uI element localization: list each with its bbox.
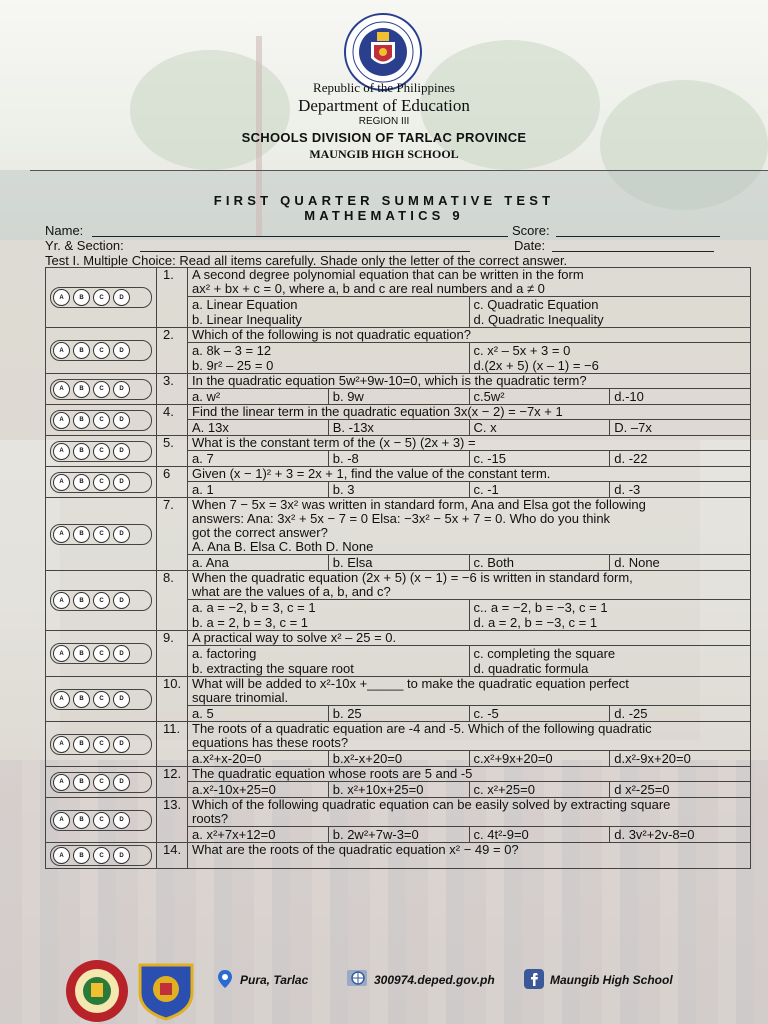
question-text xyxy=(188,436,751,451)
answer-option: c. x²+25=0 xyxy=(469,782,610,797)
question-text-line: What will be added to x²-10x +_____ to make the quadratic equation perfect xyxy=(192,676,629,691)
answer-bubble-b[interactable]: B xyxy=(73,289,90,306)
answer-bubble-c[interactable]: C xyxy=(93,381,110,398)
answer-bubble-d[interactable]: D xyxy=(113,847,130,864)
answer-bubble-c[interactable]: C xyxy=(93,736,110,753)
answer-bubbles xyxy=(46,677,157,722)
subject-title: MATHEMATICS 9 xyxy=(304,208,464,223)
answer-option: d.(2x + 5) (x – 1) = −6 xyxy=(469,358,751,373)
answer-option: b. Elsa xyxy=(328,555,469,570)
answer-option: d. 3v²+2v-8=0 xyxy=(609,827,750,842)
answer-bubble-c[interactable]: C xyxy=(93,847,110,864)
answer-option: b. 2w²+7w-3=0 xyxy=(328,827,469,842)
answer-bubble-d[interactable]: D xyxy=(113,342,130,359)
answer-option: c. -15 xyxy=(469,451,610,466)
question-text xyxy=(188,631,751,646)
answer-bubble-b[interactable]: B xyxy=(73,342,90,359)
question-text xyxy=(188,798,751,827)
answer-bubble-c[interactable]: C xyxy=(93,342,110,359)
score-field[interactable] xyxy=(556,236,720,237)
question-options xyxy=(188,451,751,467)
answer-option: D. –7x xyxy=(609,420,750,435)
question-text-line: The roots of a quadratic equation are -4 and -5. Which of the following quadratic xyxy=(192,721,652,736)
answer-bubbles xyxy=(46,498,157,571)
answer-bubble-d[interactable]: D xyxy=(113,289,130,306)
question-text-line: When 7 − 5x = 3x² was written in standard form, Ana and Elsa got the following xyxy=(192,497,646,512)
question-number: 2. xyxy=(157,328,188,374)
question-row xyxy=(46,798,751,827)
location-pin-icon xyxy=(215,969,235,989)
date-field[interactable] xyxy=(552,251,714,252)
answer-bubble-c[interactable]: C xyxy=(93,691,110,708)
answer-bubbles xyxy=(46,467,157,498)
answer-bubble-d[interactable]: D xyxy=(113,443,130,460)
answer-bubble-b[interactable]: B xyxy=(73,691,90,708)
school-line: MAUNGIB HIGH SCHOOL xyxy=(309,147,459,161)
name-label: Name: xyxy=(45,223,84,238)
answer-option: a. 8k – 3 = 12 xyxy=(192,343,272,358)
question-number: 8. xyxy=(157,571,188,631)
question-text-line: A practical way to solve x² – 25 = 0. xyxy=(192,630,397,645)
question-text xyxy=(188,405,751,420)
question-options xyxy=(188,646,751,677)
answer-option: a. w² xyxy=(192,389,221,404)
question-number: 12. xyxy=(157,767,188,798)
answer-option: b. a = 2, b = 3, c = 1 xyxy=(192,615,308,630)
answer-option: d. quadratic formula xyxy=(469,661,751,676)
answer-option: a.x²+x-20=0 xyxy=(192,751,262,766)
answer-bubbles xyxy=(46,436,157,467)
answer-bubble-a[interactable]: A xyxy=(53,736,70,753)
answer-bubbles xyxy=(46,268,157,328)
question-number: 1. xyxy=(157,268,188,328)
answer-bubble-b[interactable]: B xyxy=(73,592,90,609)
section-field[interactable] xyxy=(140,251,470,252)
question-text-line: equations has these roots? xyxy=(192,735,349,750)
answer-option: d x²-25=0 xyxy=(609,782,750,797)
question-text-line: A second degree polynomial equation that can be written in the form xyxy=(192,267,584,282)
questions-table xyxy=(45,267,751,869)
section-label: Yr. & Section: xyxy=(45,238,124,253)
question-text-line: what are the values of a, b, and c? xyxy=(192,584,391,599)
question-text-line: When the quadratic equation (2x + 5) (x − 1) = −6 is written in standard form, xyxy=(192,570,633,585)
question-options xyxy=(188,343,751,374)
answer-bubbles xyxy=(46,767,157,798)
answer-bubble-d[interactable]: D xyxy=(113,691,130,708)
answer-option: b. x²+10x+25=0 xyxy=(328,782,469,797)
answer-bubble-b[interactable]: B xyxy=(73,526,90,543)
answer-bubble-a[interactable]: A xyxy=(53,592,70,609)
name-field[interactable] xyxy=(92,236,508,237)
answer-bubble-a[interactable]: A xyxy=(53,645,70,662)
answer-bubbles xyxy=(46,798,157,843)
question-text xyxy=(188,677,751,706)
question-text xyxy=(188,767,751,782)
answer-option: a. x²+7x+12=0 xyxy=(192,827,276,842)
answer-bubble-c[interactable]: C xyxy=(93,526,110,543)
question-text xyxy=(188,843,751,869)
answer-option: d. a = 2, b = −3, c = 1 xyxy=(469,615,751,630)
answer-bubble-b[interactable]: B xyxy=(73,774,90,791)
answer-option: b. 3 xyxy=(328,482,469,497)
question-options xyxy=(188,482,751,498)
question-options xyxy=(188,751,751,767)
answer-bubble-a[interactable]: A xyxy=(53,847,70,864)
question-number: 4. xyxy=(157,405,188,436)
answer-bubble-b[interactable]: B xyxy=(73,381,90,398)
question-row xyxy=(46,571,751,600)
question-options xyxy=(188,389,751,405)
facebook-icon xyxy=(524,969,544,989)
answer-bubble-c[interactable]: C xyxy=(93,812,110,829)
question-text-line: ax² + bx + c = 0, where a, b and c are real numbers and a ≠ 0 xyxy=(192,281,545,296)
answer-bubble-c[interactable]: C xyxy=(93,592,110,609)
question-text-line: Which of the following is not quadratic equation? xyxy=(192,327,471,342)
answer-bubble-c[interactable]: C xyxy=(93,289,110,306)
answer-option: d.x²-9x+20=0 xyxy=(609,751,750,766)
answer-bubbles xyxy=(46,631,157,677)
question-text xyxy=(188,374,751,389)
answer-bubble-a[interactable]: A xyxy=(53,691,70,708)
question-text-line: In the quadratic equation 5w²+9w-10=0, which is the quadratic term? xyxy=(192,373,587,388)
answer-option: c.5w² xyxy=(469,389,610,404)
question-text xyxy=(188,328,751,343)
test-title: FIRST QUARTER SUMMATIVE TEST xyxy=(213,193,555,208)
answer-bubble-d[interactable]: D xyxy=(113,736,130,753)
question-options xyxy=(188,297,751,328)
answer-bubble-b[interactable]: B xyxy=(73,645,90,662)
answer-option: d. -22 xyxy=(609,451,750,466)
answer-option: c.x²+9x+20=0 xyxy=(469,751,610,766)
answer-option: C. x xyxy=(469,420,610,435)
question-text-line: got the correct answer? xyxy=(192,525,328,540)
footer-location: Pura, Tarlac xyxy=(240,973,309,987)
question-text xyxy=(188,268,751,297)
answer-option: a. 5 xyxy=(192,706,214,721)
answer-option: b. 9r² – 25 = 0 xyxy=(192,358,274,373)
answer-bubbles xyxy=(46,722,157,767)
answer-bubble-c[interactable]: C xyxy=(93,774,110,791)
answer-bubble-d[interactable]: D xyxy=(113,774,130,791)
website-globe-icon xyxy=(346,967,370,991)
question-number: 14. xyxy=(157,843,188,869)
question-number: 11. xyxy=(157,722,188,767)
question-text-line: roots? xyxy=(192,811,229,826)
answer-option: c. Quadratic Equation xyxy=(469,297,751,312)
answer-option: a. a = −2, b = 3, c = 1 xyxy=(192,600,316,615)
answer-bubble-a[interactable]: A xyxy=(53,342,70,359)
answer-option: c. -5 xyxy=(469,706,610,721)
question-row xyxy=(46,767,751,782)
question-row xyxy=(46,631,751,646)
answer-bubbles xyxy=(46,405,157,436)
question-number: 3. xyxy=(157,374,188,405)
answer-option: b.x²-x+20=0 xyxy=(328,751,469,766)
answer-bubble-b[interactable]: B xyxy=(73,847,90,864)
answer-option: b. 9w xyxy=(328,389,469,404)
answer-option: c. x² – 5x + 3 = 0 xyxy=(469,343,751,358)
answer-option: c. 4t²-9=0 xyxy=(469,827,610,842)
answer-option: B. -13x xyxy=(328,420,469,435)
question-row xyxy=(46,405,751,420)
answer-bubble-b[interactable]: B xyxy=(73,736,90,753)
answer-option: c.. a = −2, b = −3, c = 1 xyxy=(469,600,751,615)
question-number: 5. xyxy=(157,436,188,467)
answer-bubbles xyxy=(46,328,157,374)
answer-bubble-b[interactable]: B xyxy=(73,812,90,829)
answer-bubble-d[interactable]: D xyxy=(113,812,130,829)
answer-option: b. Linear Inequality xyxy=(192,312,302,327)
question-text xyxy=(188,498,751,555)
answer-bubble-a[interactable]: A xyxy=(53,812,70,829)
question-text-line: What are the roots of the quadratic equation x² − 49 = 0? xyxy=(192,842,519,857)
answer-option: a. factoring xyxy=(192,646,257,661)
answer-option: b. 25 xyxy=(328,706,469,721)
answer-bubbles xyxy=(46,571,157,631)
question-options xyxy=(188,555,751,571)
answer-bubbles xyxy=(46,374,157,405)
question-row xyxy=(46,722,751,751)
answer-bubble-a[interactable]: A xyxy=(53,474,70,491)
answer-bubble-c[interactable]: C xyxy=(93,443,110,460)
answer-bubble-a[interactable]: A xyxy=(53,774,70,791)
instructions: Test I. Multiple Choice: Read all items carefully. Shade only the letter of the correct answer. xyxy=(45,253,568,268)
answer-bubble-b[interactable]: B xyxy=(73,443,90,460)
question-number: 6 xyxy=(157,467,188,498)
answer-bubble-c[interactable]: C xyxy=(93,412,110,429)
question-text-line: A. Ana B. Elsa C. Both D. None xyxy=(192,539,374,554)
answer-bubbles xyxy=(46,843,157,869)
question-text-line: Given (x − 1)² + 3 = 2x + 1, find the value of the constant term. xyxy=(192,466,551,481)
republic-line: Republic of the Philippines xyxy=(313,80,455,95)
region-line: REGION III xyxy=(358,116,410,127)
question-text xyxy=(188,571,751,600)
answer-bubble-d[interactable]: D xyxy=(113,412,130,429)
question-text-line: Which of the following quadratic equation can be easily solved by extracting square xyxy=(192,797,671,812)
answer-bubble-c[interactable]: C xyxy=(93,474,110,491)
question-number: 7. xyxy=(157,498,188,571)
answer-option: a. 7 xyxy=(192,451,214,466)
answer-option: b. extracting the square root xyxy=(192,661,354,676)
question-row xyxy=(46,843,751,869)
division-line: SCHOOLS DIVISION OF TARLAC PROVINCE xyxy=(241,130,527,145)
answer-option: A. 13x xyxy=(192,420,229,435)
answer-option: a. Linear Equation xyxy=(192,297,298,312)
answer-option: a.x²-10x+25=0 xyxy=(192,782,276,797)
answer-bubble-a[interactable]: A xyxy=(53,443,70,460)
question-text xyxy=(188,467,751,482)
department-line: Department of Education xyxy=(298,96,470,115)
answer-option: a. 1 xyxy=(192,482,214,497)
question-text xyxy=(188,722,751,751)
answer-option: d. -3 xyxy=(609,482,750,497)
question-row xyxy=(46,677,751,706)
question-number: 10. xyxy=(157,677,188,722)
question-text-line: answers: Ana: 3x² + 5x − 7 = 0 Elsa: −3x² − 5x + 7 = 0. Who do you think xyxy=(192,511,611,526)
date-label: Date: xyxy=(514,238,546,253)
answer-option: c. -1 xyxy=(469,482,610,497)
question-options xyxy=(188,827,751,843)
answer-option: b. -8 xyxy=(328,451,469,466)
answer-bubble-c[interactable]: C xyxy=(93,645,110,662)
question-row xyxy=(46,436,751,451)
question-options xyxy=(188,420,751,436)
question-text-line: The quadratic equation whose roots are 5 and -5 xyxy=(192,766,473,781)
question-row xyxy=(46,328,751,343)
answer-option: d. -25 xyxy=(609,706,750,721)
answer-bubble-b[interactable]: B xyxy=(73,412,90,429)
answer-option: d. None xyxy=(609,555,750,570)
answer-bubble-b[interactable]: B xyxy=(73,474,90,491)
question-number: 9. xyxy=(157,631,188,677)
answer-bubble-d[interactable]: D xyxy=(113,592,130,609)
answer-bubble-d[interactable]: D xyxy=(113,381,130,398)
question-options xyxy=(188,600,751,631)
answer-bubble-a[interactable]: A xyxy=(53,381,70,398)
question-row xyxy=(46,498,751,555)
header-divider xyxy=(30,170,768,171)
answer-bubble-a[interactable]: A xyxy=(53,289,70,306)
answer-option: c. completing the square xyxy=(469,646,751,661)
maungib-hs-logo-icon xyxy=(134,959,198,1021)
question-options xyxy=(188,706,751,722)
answer-bubble-d[interactable]: D xyxy=(113,526,130,543)
question-options xyxy=(188,782,751,798)
answer-bubble-d[interactable]: D xyxy=(113,474,130,491)
score-label: Score: xyxy=(512,223,550,238)
answer-bubble-a[interactable]: A xyxy=(53,412,70,429)
question-row xyxy=(46,268,751,297)
answer-bubble-d[interactable]: D xyxy=(113,645,130,662)
question-text-line: Find the linear term in the quadratic equation 3x(x − 2) = −7x + 1 xyxy=(192,404,563,419)
question-row xyxy=(46,374,751,389)
answer-option: a. Ana xyxy=(192,555,229,570)
answer-option: d.-10 xyxy=(609,389,750,404)
question-number: 13. xyxy=(157,798,188,843)
footer-facebook[interactable]: Maungib High School xyxy=(550,973,673,987)
question-text-line: square trinomial. xyxy=(192,690,289,705)
question-text-line: What is the constant term of the (x − 5) (2x + 3) = xyxy=(192,435,476,450)
answer-option: d. Quadratic Inequality xyxy=(469,312,751,327)
question-row xyxy=(46,467,751,482)
footer xyxy=(0,955,768,1024)
sdo-tarlac-logo-icon xyxy=(64,959,130,1023)
answer-option: c. Both xyxy=(469,555,610,570)
answer-bubble-a[interactable]: A xyxy=(53,526,70,543)
footer-website[interactable]: 300974.deped.gov.ph xyxy=(374,973,495,987)
